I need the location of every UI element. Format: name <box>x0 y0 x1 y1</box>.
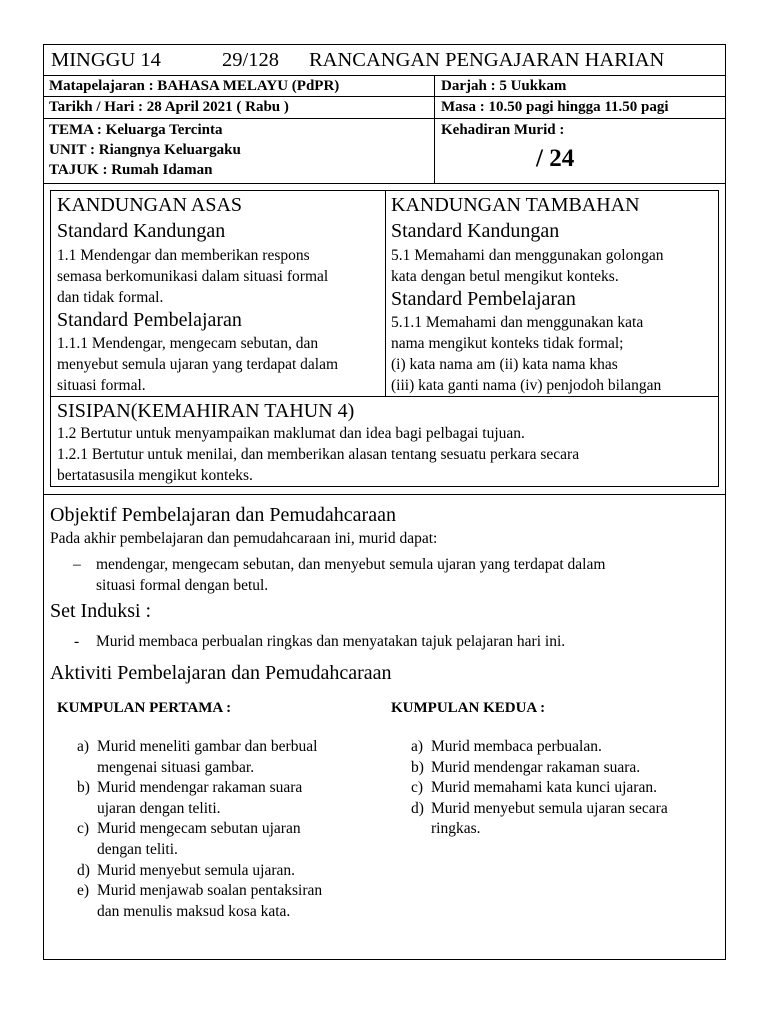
list-item <box>57 778 387 819</box>
standard-kandungan-heading: Standard Kandungan <box>391 220 560 242</box>
list-item <box>391 758 721 779</box>
list-item-marker: a) <box>411 738 424 755</box>
list-item-text: Murid mendengar rakaman suara. <box>431 758 641 776</box>
standard-pembelajaran-heading: Standard Pembelajaran <box>57 309 242 331</box>
standard-kandungan-text: 5.1 Memahami dan menggunakan golongan kata dengan betul mengikut konteks. <box>391 247 664 285</box>
unit-field: UNIT : Riangnya Keluargaku <box>49 142 241 158</box>
theme-field: TEMA : Keluarga Tercinta <box>49 122 223 138</box>
list-item <box>391 737 721 758</box>
topic-field: TAJUK : Rumah Idaman <box>49 162 213 178</box>
aktiviti-title: Aktiviti Pembelajaran dan Pemudahcaraan <box>50 662 392 684</box>
subject-field: Matapelajaran : BAHASA MELAYU (PdPR) <box>49 78 340 94</box>
date-field: Tarikh / Hari : 28 April 2021 ( Rabu ) <box>49 99 289 115</box>
group1-title: KUMPULAN PERTAMA : <box>57 700 232 716</box>
standard-pembelajaran-text: 5.1.1 Memahami dan menggunakan kata nama mengikut konteks tidak formal; (i) kata nama am (ii) kata nama khas (iii) kata ganti nama (iv) penjodoh bilangan <box>391 314 662 394</box>
kandungan-asas-title: KANDUNGAN ASAS <box>57 194 243 216</box>
list-item-text: Murid meneliti gambar dan berbual <box>97 738 318 755</box>
list-item-marker: c) <box>411 779 424 797</box>
list-item-text: Murid menjawab soalan pentaksiran <box>97 882 323 900</box>
sisipan-title: SISIPAN(KEMAHIRAN TAHUN 4) <box>57 400 355 422</box>
list-item-marker: d) <box>77 861 90 879</box>
kandungan-tambahan-title: KANDUNGAN TAMBAHAN <box>391 194 640 216</box>
list-item-marker: e) <box>77 882 90 900</box>
standard-kandungan-heading: Standard Kandungan <box>57 220 226 242</box>
list-item-marker: c) <box>77 820 90 838</box>
list-item-text: Murid memahami kata kunci ujaran. <box>431 779 657 797</box>
page-title: RANCANGAN PENGAJARAN HARIAN <box>309 49 665 71</box>
list-item <box>391 799 721 840</box>
objektif-title: Objektif Pembelajaran dan Pemudahcaraan <box>50 504 396 526</box>
list-item-text: Murid mendengar rakaman suara <box>97 779 303 797</box>
list-item <box>57 819 387 860</box>
list-item-marker: d) <box>411 799 424 817</box>
standard-pembelajaran-text: 1.1.1 Mendengar, mengecam sebutan, dan menyebut semula ujaran yang terdapat dalam situasi formal. <box>57 335 339 394</box>
attendance-label: Kehadiran Murid : <box>441 122 565 138</box>
set-induksi-bullet: - <box>74 633 80 650</box>
week-label: MINGGU 14 <box>51 49 161 71</box>
list-item-text: mengenai situasi gambar. <box>97 758 255 776</box>
list-item-text: ringkas. <box>431 820 481 838</box>
list-item-text: ujaran dengan teliti. <box>97 799 221 817</box>
list-item-marker: b) <box>77 779 90 797</box>
list-item-text: dengan teliti. <box>97 840 178 858</box>
group1-activity-list <box>57 737 387 922</box>
lesson-number: 29/128 <box>222 49 279 71</box>
list-item-text: Murid menyebut semula ujaran. <box>97 861 296 879</box>
set-induksi-item: Murid membaca perbualan ringkas dan menyatakan tajuk pelajaran hari ini. <box>96 633 566 650</box>
class-field: Darjah : 5 Uukkam <box>441 78 567 94</box>
time-field: Masa : 10.50 pagi hingga 11.50 pagi <box>441 99 669 115</box>
list-item-text: dan menulis maksud kosa kata. <box>97 902 291 920</box>
standard-pembelajaran-heading: Standard Pembelajaran <box>391 288 576 310</box>
list-item-marker: a) <box>77 738 90 755</box>
attendance-value: / 24 <box>536 145 575 172</box>
list-item <box>57 861 387 882</box>
list-item-marker: b) <box>411 758 424 776</box>
set-induksi-title: Set Induksi : <box>50 600 152 622</box>
objektif-bullet: – <box>73 556 81 573</box>
objektif-item: mendengar, mengecam sebutan, dan menyebut semula ujaran yang terdapat dalam situasi formal dengan betul. <box>96 556 606 594</box>
group2-title: KUMPULAN KEDUA : <box>391 700 546 716</box>
list-item <box>57 737 387 778</box>
list-item-text: Murid membaca perbualan. <box>431 738 602 755</box>
group2-activity-list <box>391 737 721 840</box>
list-item <box>57 881 387 922</box>
list-item-text: Murid menyebut semula ujaran secara <box>431 799 668 817</box>
list-item <box>391 778 721 799</box>
sisipan-text: 1.2 Bertutur untuk menyampaikan maklumat dan idea bagi pelbagai tujuan. 1.2.1 Bertutur untuk menilai, dan memberikan alasan tentang sesuatu perkara secara bertatasusila mengikut konteks. <box>57 425 580 484</box>
objektif-intro: Pada akhir pembelajaran dan pemudahcaraan ini, murid dapat: <box>50 530 438 547</box>
list-item-text: Murid mengecam sebutan ujaran <box>97 820 301 838</box>
standard-kandungan-text: 1.1 Mendengar dan memberikan respons semasa berkomunikasi dalam situasi formal dan tidak formal. <box>57 247 329 306</box>
